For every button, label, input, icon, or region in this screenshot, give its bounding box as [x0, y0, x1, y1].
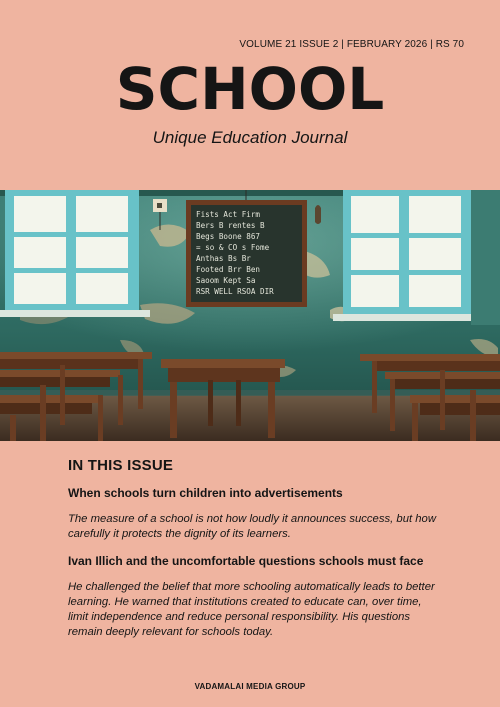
issue-info: VOLUME 21 ISSUE 2 | FEBRUARY 2026 | RS 70 [239, 39, 464, 50]
article-2-title[interactable]: Ivan Illich and the uncomfortable questions schools must face [68, 554, 424, 568]
article-2-description: He challenged the belief that more schooling automatically leads to better learning. He warned that institutions created to educate can, over time, limit independence and reduce personal responsibility. His questions remain deeply relevant for schools today. [68, 581, 435, 638]
chalkboard [186, 200, 307, 307]
article-1-description: The measure of a school is not how loudly it announces success, but how carefully it protects the dignity of its learners. [68, 513, 436, 540]
chalk-line-8: RSR WELL RSOA DIR [196, 287, 274, 296]
chalk-line-6: Footed Brr Ben [196, 265, 261, 274]
classroom-photo [0, 190, 500, 441]
chalk-line-5: Anthas Bs Br [196, 254, 251, 263]
chalk-line-3: Begs Boone 867 [196, 232, 261, 241]
chalk-line-7: Saoom Kept Sa [196, 276, 256, 285]
table-of-contents [68, 457, 438, 652]
article-1-title[interactable]: When schools turn children into advertisements [68, 486, 343, 500]
contents-heading: IN THIS ISSUE [68, 457, 174, 474]
cover-photo [0, 190, 500, 441]
masthead-title: SCHOOL [115, 55, 385, 123]
chalk-line-4: = so & CO s Fome [196, 243, 270, 252]
wall-hook [315, 205, 321, 224]
right-window [333, 190, 500, 325]
masthead-tagline: Unique Education Journal [152, 128, 348, 147]
chalk-line-2: Bers B rentes B [196, 221, 265, 230]
publisher: VADAMALAI MEDIA GROUP [194, 682, 306, 691]
chalk-line-1: Fists Act Firm [196, 210, 261, 219]
left-window [0, 190, 150, 317]
